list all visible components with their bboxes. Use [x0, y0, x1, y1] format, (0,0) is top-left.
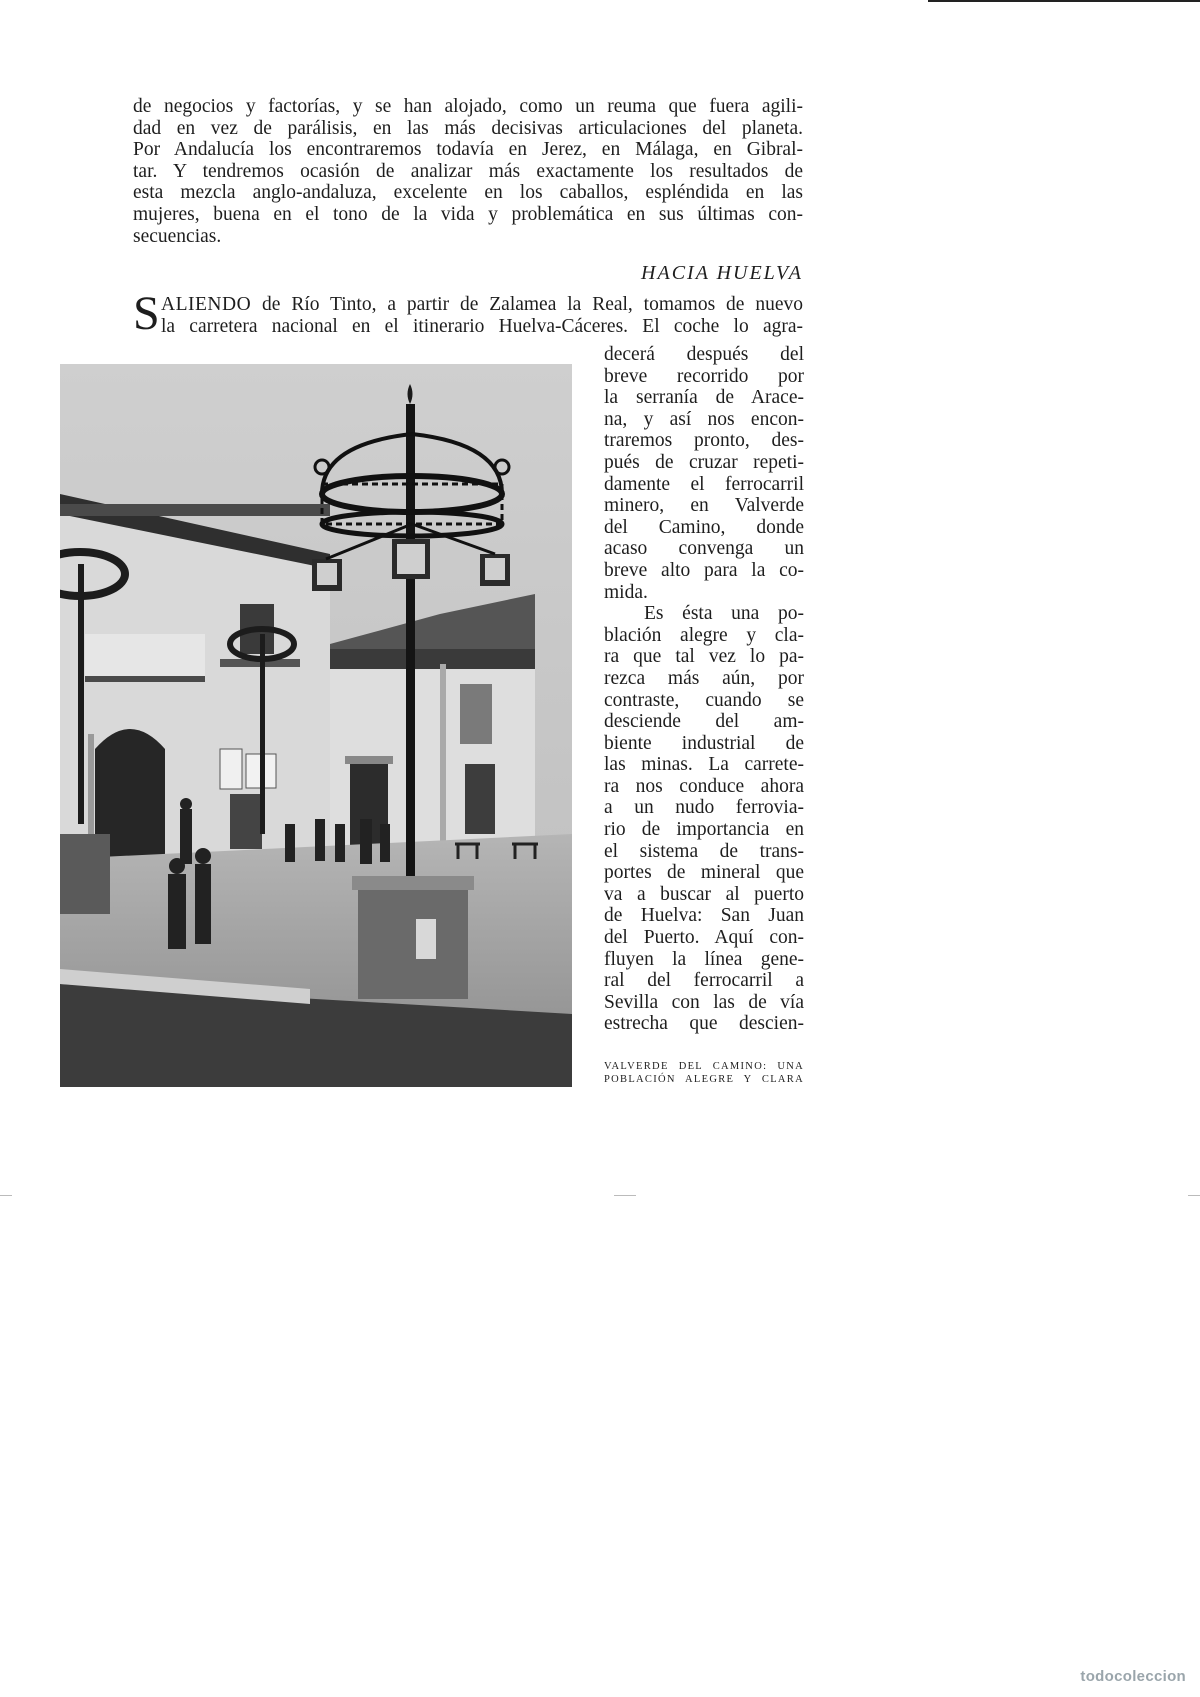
text-line: las minas. La carrete- [604, 754, 804, 776]
intro-line-2: la carretera nacional en el itinerario Huelva-Cáceres. El coche lo agra- [161, 315, 803, 337]
caption-line-1: VALVERDE DEL CAMINO: UNA [604, 1061, 804, 1072]
text-line: Sevilla con las de vía [604, 991, 804, 1013]
text-line: pués de cruzar repeti- [604, 451, 804, 473]
watermark-logo: todocoleccion [1080, 1668, 1186, 1685]
text-line: biente industrial de [604, 732, 804, 754]
text-line: decerá después del [604, 344, 804, 365]
first-word-smallcaps: ALIENDO [161, 294, 252, 315]
text-line: a un nudo ferrovia- [604, 797, 804, 819]
section-intro [133, 287, 803, 340]
text-line: de Huelva: San Juan [604, 905, 804, 927]
scan-speck [614, 1195, 636, 1196]
text-line: dad en vez de parálisis, en las más decisivas articulaciones del planeta. [133, 117, 803, 139]
drop-cap: S [133, 287, 160, 340]
text-line: Es ésta una po- [644, 603, 804, 625]
text-line: breve alto para la co- [604, 559, 804, 581]
text-line: acaso convenga un [604, 538, 804, 560]
side-column-text [604, 344, 804, 1035]
text-line: traremos pronto, des- [604, 430, 804, 452]
text-line: ral del ferrocarril a [604, 970, 804, 992]
text-line: ra que tal vez lo pa- [604, 646, 804, 668]
text-line: del Puerto. Aquí con- [604, 927, 804, 949]
text-line: del Camino, donde [604, 516, 804, 538]
text-line: ra nos conduce ahora [604, 775, 804, 797]
photo-caption [604, 1060, 804, 1086]
text-line: damente el ferrocarril [604, 473, 804, 495]
text-line: rio de importancia en [604, 819, 804, 841]
text-line: de negocios y factorías, y se han alojado, como un reuma que fuera agili- [133, 96, 803, 117]
text-line: breve recorrido por [604, 365, 804, 387]
text-line: va a buscar al puerto [604, 883, 804, 905]
text-line: el sistema de trans- [604, 840, 804, 862]
text-line: tar. Y tendremos ocasión de analizar más exactamente los resultados de [133, 160, 803, 182]
text-line: minero, en Valverde [604, 495, 804, 517]
text-line: fluyen la línea gene- [604, 948, 804, 970]
text-line: Por Andalucía los encontraremos todavía en Jerez, en Málaga, en Gibral- [133, 139, 803, 161]
text-line: rezca más aún, por [604, 667, 804, 689]
text-line: esta mezcla anglo-andaluza, excelente en los caballos, espléndida en las [133, 182, 803, 204]
text-line: mujeres, buena en el tono de la vida y problemática en sus últimas con- [133, 203, 803, 225]
intro-line-1-rest: de Río Tinto, a partir de Zalamea la Real, tomamos de nuevo [251, 294, 803, 315]
text-line: portes de mineral que [604, 862, 804, 884]
caption-line-2: POBLACIÓN ALEGRE Y CLARA [604, 1074, 804, 1085]
text-line: estrecha que descien- [604, 1013, 804, 1035]
text-line: secuencias. [133, 225, 222, 247]
text-line: mida. [604, 581, 648, 603]
text-line: na, y así nos encon- [604, 408, 804, 430]
text-line: la serranía de Arace- [604, 387, 804, 409]
scan-speck [0, 1195, 12, 1196]
top-edge-line [928, 0, 1200, 2]
text-line: contraste, cuando se [604, 689, 804, 711]
photo-valverde-del-camino [60, 364, 572, 1087]
text-line: blación alegre y cla- [604, 624, 804, 646]
photo-illustration [60, 364, 572, 1087]
scan-speck [1188, 1195, 1200, 1196]
top-paragraph [133, 96, 803, 247]
text-line: desciende del am- [604, 711, 804, 733]
intro-line-1 [161, 294, 803, 316]
section-heading: HACIA HUELVA [641, 262, 803, 284]
